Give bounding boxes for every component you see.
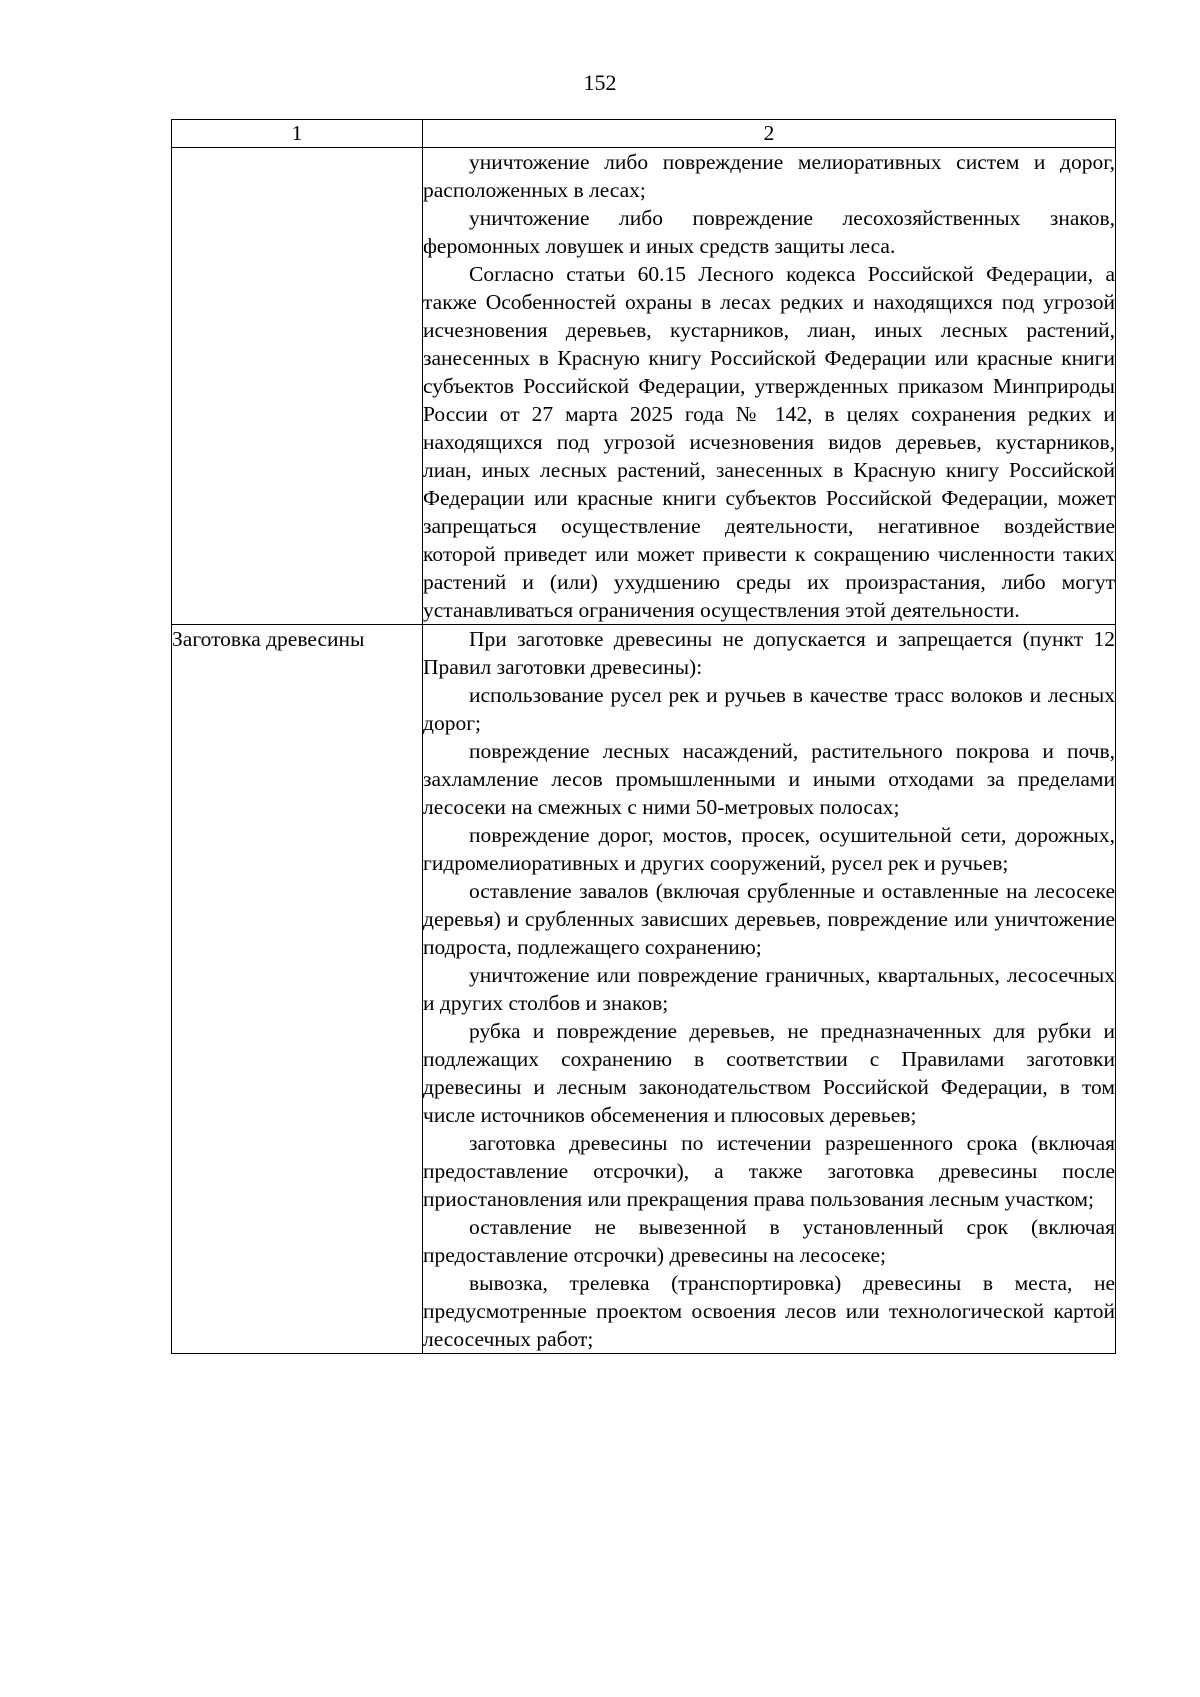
paragraph: заготовка древесины по истечении разрешенного срока (включая предоставление отсрочки), а также заготовка древесины после приостановления или прекращения права пользования лесным участком; <box>423 1131 1115 1211</box>
paragraph: уничтожение либо повреждение лесохозяйственных знаков, феромонных ловушек и иных средств защиты леса. <box>423 206 1115 258</box>
paragraph: При заготовке древесины не допускается и запрещается (пункт 12 Правил заготовки древесины): <box>423 627 1115 679</box>
table-header-row <box>172 120 1116 148</box>
paragraph: уничтожение либо повреждение мелиоративных систем и дорог, расположенных в лесах; <box>423 150 1115 202</box>
table-row <box>172 625 1116 1354</box>
paragraph: использование русел рек и ручьев в качестве трасс волоков и лесных дорог; <box>423 683 1115 735</box>
paragraph: повреждение лесных насаждений, растительного покрова и почв, захламление лесов промышленными и иными отходами за пределами лесосеки на смежных с ними 50-метровых полосах; <box>423 739 1115 819</box>
paragraph: Согласно статьи 60.15 Лесного кодекса Российской Федерации, а также Особенностей охраны в лесах редких и находящихся под угрозой исчезновения деревьев, кустарников, лиан, иных лесных растений, занесенных в Красную книгу Российской Федерации или красные книги субъектов Российской Федерации, утвержденных приказом Минприроды России от 27 марта 2025 года № 142, в целях сохранения редких и находящихся под угрозой исчезновения видов деревьев, кустарников, лиан, иных лесных растений, занесенных в Красную книгу Российской Федерации или красные книги субъектов Российской Федерации, может запрещаться осуществление деятельности, негативное воздействие которой приведет или может привести к сокращению численности таких растений и (или) ухудшению среды их произрастания, либо могут устанавливаться ограничения осуществления этой деятельности. <box>423 262 1115 622</box>
row-text <box>423 625 1116 1354</box>
table-row <box>172 148 1116 625</box>
row-text <box>423 148 1116 625</box>
row-label <box>172 148 423 625</box>
paragraph: вывозка, трелевка (транспортировка) древесины в места, не предусмотренные проектом освоения лесов или технологической картой лесосечных работ; <box>423 1271 1115 1351</box>
row-label: Заготовка древесины <box>172 625 423 1354</box>
paragraph: оставление не вывезенной в установленный срок (включая предоставление отсрочки) древесины на лесосеке; <box>423 1215 1115 1267</box>
column-header-1: 1 <box>172 120 423 148</box>
paragraph: рубка и повреждение деревьев, не предназначенных для рубки и подлежащих сохранению в соответствии с Правилами заготовки древесины и лесным законодательством Российской Федерации, в том числе источников обсеменения и плюсовых деревьев; <box>423 1019 1115 1127</box>
paragraph: оставление завалов (включая срубленные и оставленные на лесосеке деревья) и срубленных зависших деревьев, повреждение или уничтожение подроста, подлежащего сохранению; <box>423 879 1115 959</box>
page-number: 152 <box>583 70 617 95</box>
paragraph: повреждение дорог, мостов, просек, осушительной сети, дорожных, гидромелиоративных и других сооружений, русел рек и ручьев; <box>423 823 1115 875</box>
document-table <box>171 119 1116 1354</box>
column-header-2: 2 <box>423 120 1116 148</box>
paragraph: уничтожение или повреждение граничных, квартальных, лесосечных и других столбов и знаков; <box>423 963 1115 1015</box>
